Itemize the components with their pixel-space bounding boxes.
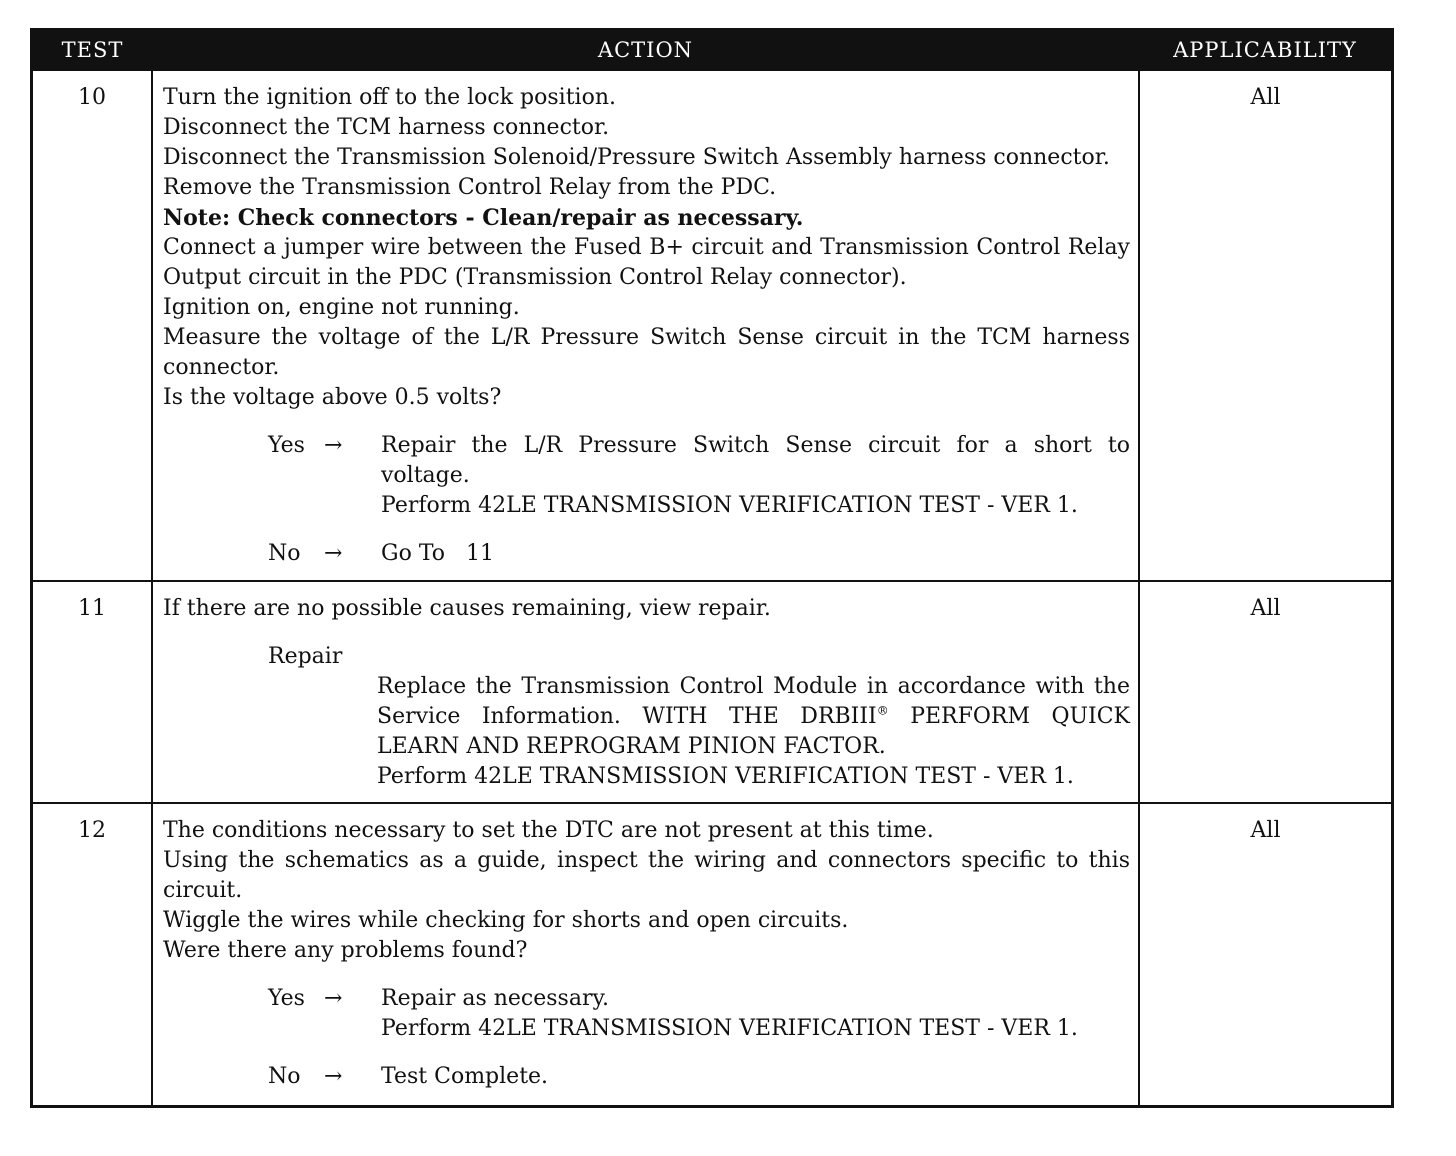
registered-mark: ® xyxy=(876,703,889,718)
header-action: ACTION xyxy=(152,31,1139,70)
answer-label: Yes xyxy=(268,986,305,1011)
table-row-test-11 xyxy=(33,581,1391,803)
action-step: If there are no possible causes remaining, view repair. xyxy=(163,596,771,621)
diagnostic-table xyxy=(33,31,1391,1105)
repair-text: Replace the Transmission Control Module in accordance with the Service Information. WITH THE DRBIII xyxy=(377,674,1130,729)
answer-label: No xyxy=(268,541,301,566)
answer-label: No xyxy=(268,1064,301,1089)
header-test: TEST xyxy=(33,31,152,70)
action-step: Disconnect the TCM harness connector. xyxy=(163,115,610,140)
repair-instructions xyxy=(377,672,1130,792)
result-line: Repair as necessary. xyxy=(381,986,609,1011)
outcome-no xyxy=(268,539,1130,569)
result-line: Perform 42LE TRANSMISSION VERIFICATION TEST - VER 1. xyxy=(381,1016,1078,1041)
action-note: Note: Check connectors - Clean/repair as necessary. xyxy=(163,205,804,231)
outcome-no xyxy=(268,1062,1130,1092)
diagnostic-table-page xyxy=(30,28,1394,1108)
action-step: The conditions necessary to set the DTC are not present at this time. xyxy=(163,818,934,843)
action-cell xyxy=(152,581,1139,803)
right-arrow-icon: → xyxy=(324,1064,343,1089)
action-question: Is the voltage above 0.5 volts? xyxy=(163,385,502,410)
applicability-value: All xyxy=(1139,581,1391,803)
action-cell xyxy=(152,70,1139,581)
result-line: Perform 42LE TRANSMISSION VERIFICATION TEST - VER 1. xyxy=(381,493,1078,518)
answer-label: Yes xyxy=(268,433,305,458)
applicability-value: All xyxy=(1139,70,1391,581)
test-number: 11 xyxy=(33,581,152,803)
outcome-result: Go To 11 xyxy=(381,541,494,566)
action-question: Were there any problems found? xyxy=(163,938,528,963)
table-row-test-10 xyxy=(33,70,1391,581)
action-step: Wiggle the wires while checking for shorts and open circuits. xyxy=(163,908,849,933)
action-cell xyxy=(152,803,1139,1105)
test-number: 10 xyxy=(33,70,152,581)
action-step: Ignition on, engine not running. xyxy=(163,295,520,320)
outcome-yes xyxy=(268,431,1130,521)
applicability-value: All xyxy=(1139,803,1391,1105)
right-arrow-icon: → xyxy=(324,433,343,458)
outcome-result xyxy=(381,984,1130,1044)
repair-text: Perform 42LE TRANSMISSION VERIFICATION TEST - VER 1. xyxy=(377,764,1074,789)
repair-text: PERFORM QUICK LEARN AND REPROGRAM PINION FACTOR. xyxy=(377,704,1130,759)
table-row-test-12 xyxy=(33,803,1391,1105)
right-arrow-icon: → xyxy=(324,986,343,1011)
result-line: Repair the L/R Pressure Switch Sense circuit for a short to voltage. xyxy=(381,433,1130,488)
table-header-row xyxy=(33,31,1391,70)
outcome-result xyxy=(381,431,1130,521)
action-step: Remove the Transmission Control Relay from the PDC. xyxy=(163,175,777,200)
action-step: Turn the ignition off to the lock position. xyxy=(163,85,616,110)
outcome-yes xyxy=(268,984,1130,1044)
header-applicability: APPLICABILITY xyxy=(1139,31,1391,70)
action-step: Using the schematics as a guide, inspect the wiring and connectors specific to this circuit. xyxy=(163,848,1130,903)
test-number: 12 xyxy=(33,803,152,1105)
repair-label: Repair xyxy=(268,644,343,669)
action-step: Connect a jumper wire between the Fused B+ circuit and Transmission Control Relay Output circuit in the PDC (Transmission Control Relay connector). xyxy=(163,235,1130,290)
action-step: Disconnect the Transmission Solenoid/Pressure Switch Assembly harness connector. xyxy=(163,145,1110,170)
action-step: Measure the voltage of the L/R Pressure Switch Sense circuit in the TCM harness connector. xyxy=(163,325,1130,380)
right-arrow-icon: → xyxy=(324,541,343,566)
outcome-result: Test Complete. xyxy=(381,1064,549,1089)
